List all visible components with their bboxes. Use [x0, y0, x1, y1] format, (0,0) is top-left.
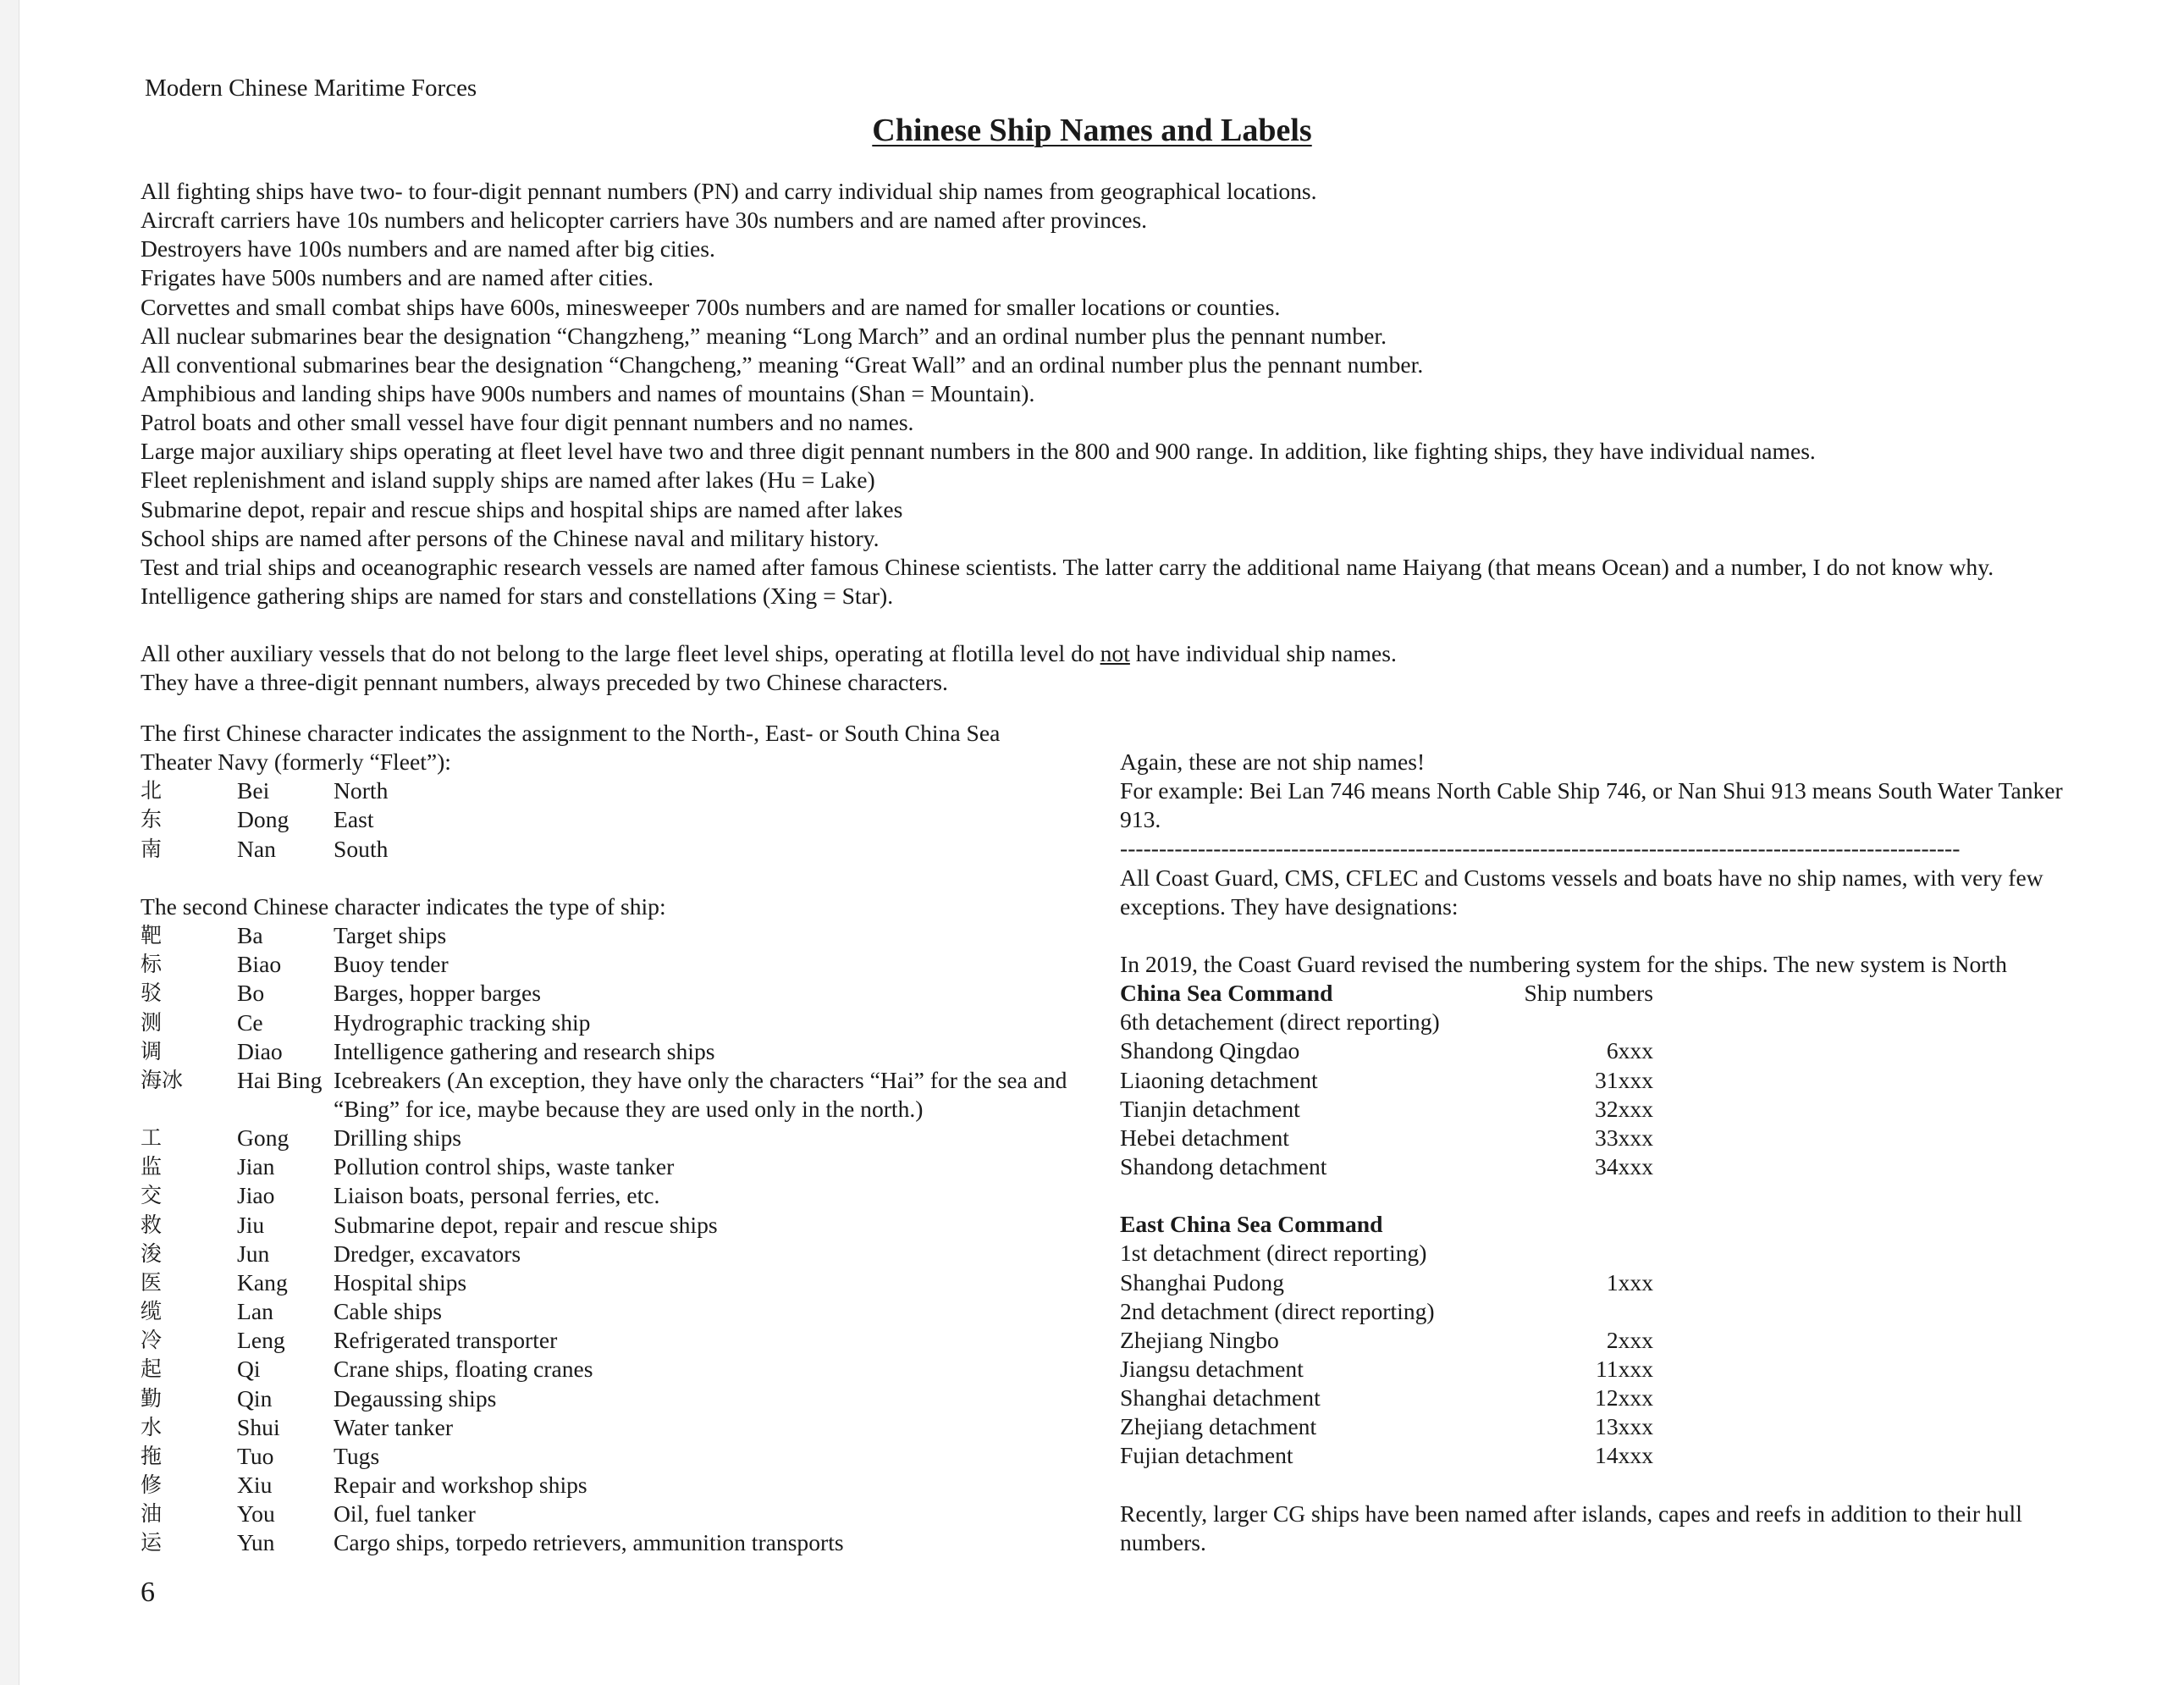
- meaning: Liaison boats, personal ferries, etc.: [334, 1182, 660, 1209]
- meaning: Hospital ships: [334, 1268, 467, 1296]
- first-char-intro-1: The first Chinese character indicates the assignment to the North-, East- or South China Sea: [141, 720, 1001, 746]
- page-title: Chinese Ship Names and Labels: [872, 113, 1312, 148]
- intro-line: All fighting ships have two- to four-digit pennant numbers (PN) and carry individual ship names from geographical locations.: [141, 178, 1317, 204]
- detachment-row: [1120, 1412, 2068, 1441]
- separator-line: ------------------------------------------------------------------------------------------------------------: [1120, 835, 1961, 862]
- char-row: [141, 776, 1097, 805]
- blank-line: [141, 864, 1097, 892]
- detachment-row: [1120, 1095, 2068, 1124]
- char-row: [141, 1008, 1097, 1037]
- ship-number-range: 13xxx: [1595, 1413, 1653, 1440]
- char-row: [141, 1355, 1097, 1384]
- coast-guard-paragraph: All Coast Guard, CMS, CFLEC and Customs vessels and boats have no ship names, with very few exceptions. They have designations:: [1120, 864, 2043, 920]
- east-command-heading: East China Sea Command: [1120, 1211, 1383, 1238]
- revision-line: In 2019, the Coast Guard revised the numbering system for the ships. The new system is North: [1120, 951, 2007, 978]
- north-command-heading: China Sea Command: [1120, 980, 1333, 1007]
- char-row: [141, 1500, 1097, 1528]
- pinyin: Ce: [237, 1008, 263, 1036]
- north-command-heading-row: [1120, 979, 2068, 1008]
- intro-line: Test and trial ships and oceanographic research vessels are named after famous Chinese scientists. The latter carry the additional name Haiyang (that means Ocean) and a number, I do not know why.: [141, 553, 1994, 580]
- chinese-character: 测: [141, 1009, 163, 1035]
- detachment-row: [1120, 1066, 2068, 1095]
- chinese-character: 调: [141, 1038, 163, 1063]
- detachment-name: Liaoning detachment: [1120, 1066, 1318, 1093]
- first-char-table: [141, 776, 1097, 863]
- meaning: Repair and workshop ships: [334, 1472, 587, 1498]
- char-row: [141, 1297, 1097, 1326]
- char-row: [141, 1471, 1097, 1500]
- chinese-character: 修: [141, 1472, 163, 1497]
- meaning: Crane ships, floating cranes: [334, 1356, 593, 1383]
- char-row: [141, 1413, 1097, 1442]
- chinese-character: 靶: [141, 923, 163, 948]
- intro-line: Amphibious and landing ships have 900s numbers and names of mountains (Shan = Mountain).: [141, 379, 1035, 406]
- chinese-character: 北: [141, 778, 163, 804]
- intro-line: Frigates have 500s numbers and are named after cities.: [141, 264, 654, 291]
- auxiliary-line-2: They have a three-digit pennant numbers, always preceded by two Chinese characters.: [141, 669, 948, 696]
- second-char-intro: The second Chinese character indicates the type of ship:: [141, 892, 666, 920]
- char-row: [141, 1384, 1097, 1413]
- detachment-name: Zhejiang Ningbo: [1120, 1326, 1279, 1353]
- pinyin: Jiu: [237, 1211, 265, 1238]
- ship-number-range: 11xxx: [1596, 1356, 1653, 1383]
- detachment-name: 1st detachment (direct reporting): [1120, 1240, 1427, 1267]
- pinyin: Diao: [237, 1037, 283, 1064]
- char-row: [141, 1240, 1097, 1268]
- chinese-character: 标: [141, 952, 163, 977]
- meaning: East: [334, 806, 374, 833]
- meaning: Pollution control ships, waste tanker: [334, 1153, 675, 1180]
- ship-number-range: [1509, 1297, 1653, 1326]
- chinese-character: 油: [141, 1501, 163, 1527]
- intro-line: All nuclear submarines bear the designation “Changzheng,” meaning “Long March” and an ordinal number plus the pennant number.: [141, 322, 1387, 349]
- ship-number-range: 32xxx: [1595, 1095, 1653, 1122]
- pinyin: Tuo: [237, 1442, 274, 1469]
- blank-line: [141, 610, 2172, 639]
- detachment-name: Jiangsu detachment: [1120, 1356, 1304, 1383]
- pinyin: Bo: [237, 980, 265, 1007]
- meaning: Icebreakers (An exception, they have only the characters “Hai” for the sea and “Bing” for ice, maybe because they are used only in the north.): [334, 1066, 1067, 1122]
- intro-line: Submarine depot, repair and rescue ships and hospital ships are named after lakes: [141, 495, 903, 522]
- left-column: [141, 719, 1097, 1557]
- meaning: Buoy tender: [334, 951, 449, 978]
- not-names-note: Again, these are not ship names!: [1120, 749, 1426, 775]
- char-row: [141, 1442, 1097, 1471]
- char-row: [141, 1152, 1097, 1181]
- chinese-character: 勤: [141, 1385, 163, 1411]
- ship-numbers-label: Ship numbers: [1524, 980, 1653, 1007]
- pinyin: Jiao: [237, 1182, 275, 1209]
- chinese-character: 救: [141, 1212, 163, 1237]
- running-header: Modern Chinese Maritime Forces: [145, 75, 477, 102]
- meaning: Intelligence gathering and research ships: [334, 1037, 715, 1064]
- char-row: [141, 950, 1097, 979]
- pinyin: Qi: [237, 1356, 261, 1383]
- intro-line: Aircraft carriers have 10s numbers and helicopter carriers have 30s numbers and are named after provinces.: [141, 207, 1148, 234]
- detachment-row: [1120, 1268, 2068, 1297]
- auxiliary-text-after: have individual ship names.: [1129, 640, 1397, 667]
- pinyin: Kang: [237, 1268, 288, 1296]
- ship-number-range: 33xxx: [1595, 1124, 1653, 1151]
- chinese-character: 浚: [141, 1240, 163, 1266]
- example-paragraph: For example: Bei Lan 746 means North Cable Ship 746, or Nan Shui 913 means South Water Tanker 913.: [1120, 777, 2063, 833]
- char-row: [141, 1066, 1097, 1124]
- intro-line: Intelligence gathering ships are named for stars and constellations (Xing = Star).: [141, 582, 894, 609]
- detachment-row: [1120, 1355, 2068, 1384]
- detachment-row: [1120, 1384, 2068, 1412]
- meaning: Cable ships: [334, 1298, 442, 1325]
- intro-line: Destroyers have 100s numbers and are named after big cities.: [141, 235, 715, 262]
- pinyin: You: [237, 1500, 275, 1528]
- detachment-name: Shandong detachment: [1120, 1153, 1327, 1180]
- blank-line: [1120, 1471, 2068, 1500]
- chinese-character: 监: [141, 1154, 163, 1180]
- meaning: Refrigerated transporter: [334, 1327, 558, 1354]
- meaning: Tugs: [334, 1442, 380, 1469]
- chinese-character: 海冰: [141, 1067, 184, 1092]
- detachment-name: Zhejiang detachment: [1120, 1413, 1317, 1440]
- ship-number-range: 34xxx: [1595, 1153, 1653, 1180]
- char-row: [141, 1268, 1097, 1297]
- pinyin: Bei: [237, 777, 270, 804]
- detachment-name: Shanghai Pudong: [1120, 1268, 1284, 1296]
- ship-number-range: [1509, 1239, 1653, 1268]
- ship-number-range: 31xxx: [1595, 1066, 1653, 1093]
- intro-line: Large major auxiliary ships operating at fleet level have two and three digit pennant numbers in the 800 and 900 range. In addition, like fighting ships, they have individual names.: [141, 438, 1816, 465]
- east-command-table: [1120, 1239, 2068, 1470]
- chinese-character: 南: [141, 836, 163, 861]
- detachment-row: [1120, 1008, 2068, 1036]
- detachment-row: [1120, 1326, 2068, 1355]
- chinese-character: 交: [141, 1183, 163, 1208]
- detachment-row: [1120, 1124, 2068, 1152]
- meaning: Oil, fuel tanker: [334, 1500, 476, 1528]
- auxiliary-line-1: [141, 639, 2172, 668]
- auxiliary-text-before: All other auxiliary vessels that do not belong to the large fleet level ships, operating at flotilla level do: [141, 640, 1100, 667]
- page-edge: [0, 0, 19, 1685]
- detachment-name: Shanghai detachment: [1120, 1384, 1321, 1412]
- detachment-name: 2nd detachment (direct reporting): [1120, 1297, 1435, 1324]
- intro-lines: [141, 177, 2172, 610]
- pinyin: Shui: [237, 1413, 280, 1440]
- meaning: Submarine depot, repair and rescue ships: [334, 1211, 718, 1238]
- auxiliary-emphasis: not: [1100, 640, 1130, 667]
- char-row: [141, 1181, 1097, 1210]
- detachment-row: [1120, 1441, 2068, 1470]
- pinyin: Dong: [237, 806, 290, 833]
- ship-number-range: [1509, 1008, 1653, 1036]
- meaning: Cargo ships, torpedo retrievers, ammunition transports: [334, 1529, 844, 1556]
- char-row: [141, 1211, 1097, 1240]
- char-row: [141, 921, 1097, 950]
- pinyin: Yun: [237, 1529, 275, 1556]
- char-row: [141, 1037, 1097, 1066]
- pinyin: Ba: [237, 922, 263, 949]
- char-row: [141, 1124, 1097, 1152]
- pinyin: Nan: [237, 835, 276, 862]
- char-row: [141, 1326, 1097, 1355]
- meaning: Target ships: [334, 922, 447, 949]
- recent-naming-paragraph: Recently, larger CG ships have been named after islands, capes and reefs in addition to their hull numbers.: [1120, 1500, 2022, 1555]
- ship-number-range: 14xxx: [1595, 1442, 1653, 1469]
- detachment-name: Hebei detachment: [1120, 1124, 1289, 1151]
- meaning: Dredger, excavators: [334, 1240, 521, 1267]
- meaning: South: [334, 835, 389, 862]
- pinyin: Lan: [237, 1298, 273, 1325]
- intro-line: Fleet replenishment and island supply ships are named after lakes (Hu = Lake): [141, 467, 875, 494]
- ship-number-range: 2xxx: [1606, 1326, 1653, 1353]
- detachment-row: [1120, 1036, 2068, 1065]
- intro-line: All conventional submarines bear the designation “Changcheng,” meaning “Great Wall” and an ordinal number plus the pennant number.: [141, 351, 1424, 378]
- char-row: [141, 805, 1097, 834]
- second-char-table: [141, 921, 1097, 1557]
- chinese-character: 运: [141, 1530, 163, 1555]
- blank-line: [1120, 1181, 2068, 1210]
- pinyin: Gong: [237, 1124, 290, 1152]
- ship-number-range: 1xxx: [1606, 1268, 1653, 1296]
- right-column: [1120, 748, 2068, 1557]
- pinyin: Biao: [237, 951, 282, 978]
- intro-section: [141, 177, 2172, 698]
- intro-line: School ships are named after persons of the Chinese naval and military history.: [141, 524, 880, 551]
- pinyin: Qin: [237, 1384, 273, 1412]
- ship-number-range: 6xxx: [1606, 1037, 1653, 1064]
- char-row: [141, 1528, 1097, 1557]
- detachment-name: Fujian detachment: [1120, 1442, 1293, 1469]
- detachment-name: 6th detachement (direct reporting): [1120, 1008, 1440, 1036]
- ship-number-range: 12xxx: [1595, 1384, 1653, 1412]
- chinese-character: 缆: [141, 1299, 163, 1324]
- page-number: 6: [141, 1577, 155, 1608]
- detachment-name: Shandong Qingdao: [1120, 1037, 1300, 1064]
- chinese-character: 驳: [141, 981, 163, 1006]
- chinese-character: 医: [141, 1269, 163, 1295]
- chinese-character: 工: [141, 1125, 163, 1151]
- chinese-character: 冷: [141, 1328, 163, 1353]
- detachment-name: Tianjin detachment: [1120, 1095, 1300, 1122]
- meaning: Barges, hopper barges: [334, 980, 541, 1007]
- intro-line: Patrol boats and other small vessel have four digit pennant numbers and no names.: [141, 409, 914, 436]
- pinyin: Xiu: [237, 1472, 273, 1498]
- detachment-row: [1120, 1152, 2068, 1181]
- chinese-character: 拖: [141, 1443, 163, 1468]
- first-char-intro-2: Theater Navy (formerly “Fleet”):: [141, 749, 451, 776]
- north-command-table: [1120, 1008, 2068, 1181]
- meaning: Drilling ships: [334, 1124, 462, 1152]
- pinyin: Jian: [237, 1153, 275, 1180]
- meaning: North: [334, 777, 389, 804]
- meaning: Hydrographic tracking ship: [334, 1008, 591, 1036]
- pinyin: Leng: [237, 1327, 285, 1354]
- meaning: Degaussing ships: [334, 1384, 497, 1412]
- chinese-character: 东: [141, 807, 163, 832]
- detachment-row: [1120, 1297, 2068, 1326]
- pinyin: Hai Bing: [237, 1066, 323, 1093]
- intro-line: Corvettes and small combat ships have 600s, minesweeper 700s numbers and are named for smaller locations or counties.: [141, 293, 1281, 320]
- blank-line: [1120, 921, 2068, 950]
- detachment-row: [1120, 1239, 2068, 1268]
- meaning: Water tanker: [334, 1413, 454, 1440]
- char-row: [141, 979, 1097, 1008]
- chinese-character: 水: [141, 1414, 163, 1439]
- chinese-character: 起: [141, 1356, 163, 1382]
- pinyin: Jun: [237, 1240, 270, 1267]
- char-row: [141, 835, 1097, 864]
